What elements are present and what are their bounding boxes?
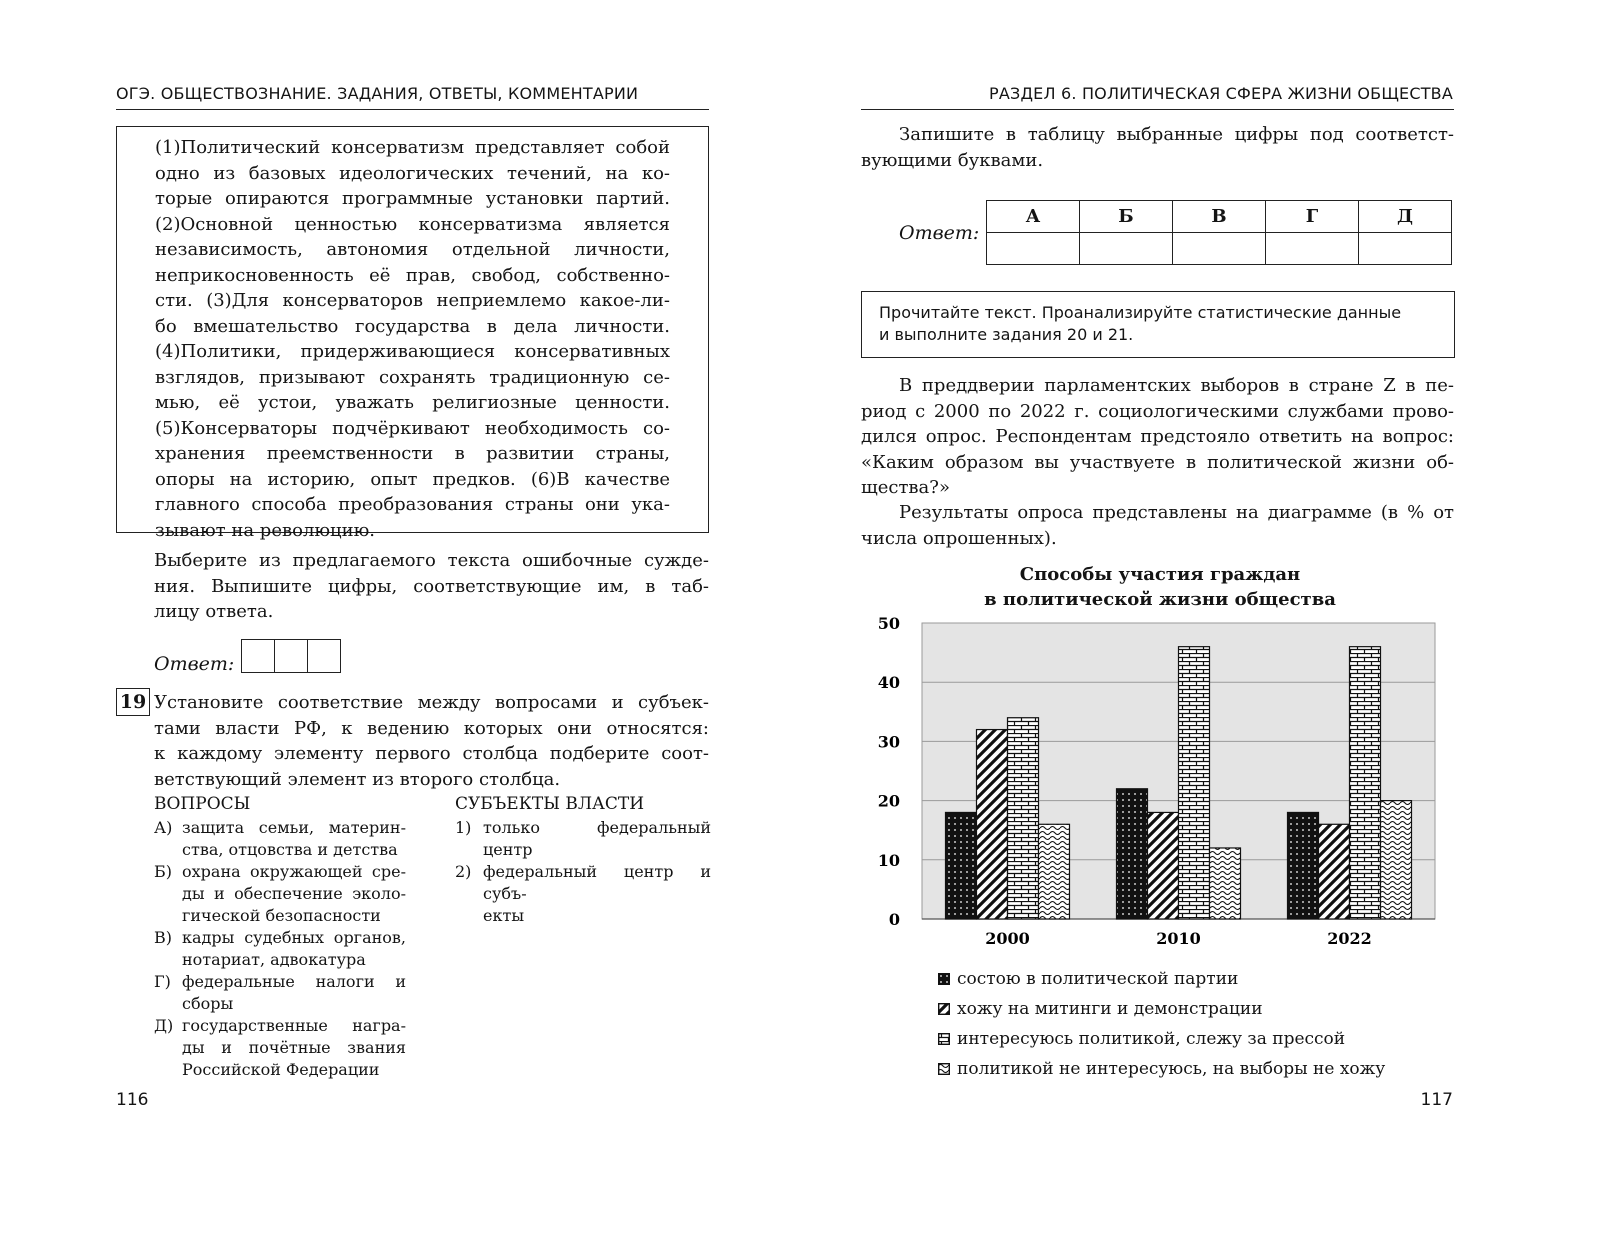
bar [1381,801,1412,919]
left-running-head: ОГЭ. ОБЩЕСТВОЗНАНИЕ. ЗАДАНИЯ, ОТВЕТЫ, КОММЕНТАРИИ [116,84,639,103]
paragraph-line: В преддверии парламентских выборов в стране Z в пе- [899,375,1454,396]
task-line: тами власти РФ, к ведению которых они относятся: [154,717,709,739]
table-letter-cell: А [987,201,1080,233]
item-line: федеральные налоги и [182,972,406,991]
item-marker: Г) [154,972,171,991]
item-marker: Б) [154,862,172,881]
answer-cell[interactable] [242,640,275,672]
item-marker: 1) [455,818,472,837]
y-tick-label: 0 [888,910,900,929]
right-page-number: 117 [1420,1090,1453,1110]
bar [1179,647,1210,919]
chart-title-line: в политической жизни общества [984,589,1336,610]
table-answer-cell[interactable] [1266,233,1359,265]
table-intro [861,122,1454,173]
question-item [154,861,406,927]
intro-line: Запишите в таблицу выбранные цифры под соответст- [899,124,1454,145]
paragraph-line: числа опрошенных). [861,527,1057,549]
answer-cell[interactable] [275,640,308,672]
left-page-number: 116 [116,1090,149,1110]
item-line: кадры судебных органов, [182,928,406,947]
legend-item [938,964,1385,994]
passage-line: бо вмешательство государства в дела личности. [155,315,670,337]
question-item [154,817,406,861]
y-tick-label: 10 [877,850,900,870]
bar [1210,848,1241,919]
bar [1039,824,1070,919]
passage-line: (4)Политики, придерживающиеся консервативных [155,341,670,362]
x-tick-label: 2010 [1156,929,1201,948]
legend-item [938,994,1385,1024]
table-letter-cell: Д [1359,201,1452,233]
item-line: ды и почётные звания [182,1038,406,1057]
table-letter-cell: Г [1266,201,1359,233]
paragraph-line: риод с 2000 по 2022 г. социологическими службами прово- [861,400,1454,422]
y-tick-label: 50 [877,614,900,633]
item-line: государственные награ- [182,1016,406,1035]
table-answer-cell[interactable] [1359,233,1452,265]
instruction-box [861,291,1455,358]
passage-line: одно из базовых идеологических течений, на ко- [155,162,670,184]
bar [946,812,977,919]
bar [1350,647,1381,919]
item-marker: Д) [154,1016,174,1035]
item-line: только федеральный центр [483,818,711,859]
paragraph-line: Результаты опроса представлены на диаграмме (в % от [899,502,1454,523]
text-passage-box [116,126,709,541]
passage-line: независимость, автономия отдельной личности, [155,239,670,260]
y-tick-label: 20 [877,791,900,811]
right-page [810,0,1620,1258]
legend-label: политикой не интересуюсь, на выборы не хожу [957,1059,1386,1079]
item-line: нотариат, адвокатура [182,950,366,969]
item-marker: В) [154,928,172,947]
item-line: сборы [182,994,234,1013]
instruction-line: Прочитайте текст. Проанализируйте статистические данные [879,303,1402,322]
table-answer-cell[interactable] [1173,233,1266,265]
legend-swatch-icon [938,1003,950,1015]
questions-list [154,817,406,1081]
item-line: защита семьи, материн- [182,818,406,837]
chart-legend [938,964,1385,1084]
table-letter-cell: В [1173,201,1266,233]
passage-line: опоры на историю, опыт предков. (6)В качестве [155,468,670,490]
bar [1008,718,1039,919]
passage-line: сти. (3)Для консерваторов неприемлемо какое-ли- [155,290,670,311]
left-header-rule [116,109,709,110]
item-line: охрана окружающей сре- [182,862,406,881]
passage-line: торые опираются программные установки партий. [155,188,670,209]
bar [977,730,1008,919]
x-tick-label: 2000 [985,929,1030,948]
passage-line: хранения преемственности в развитии страны, [155,443,670,464]
task-line: Выберите из предлагаемого текста ошибочные сужде- [154,550,709,571]
right-header-rule [861,109,1454,110]
intro-line: вующими буквами. [861,149,1044,171]
answer-cell[interactable] [308,640,340,672]
task-line: ветствующий элемент из второго столбца. [154,768,561,790]
legend-item [938,1024,1385,1054]
subjects-header: СУБЪЕКТЫ ВЛАСТИ [455,794,645,814]
legend-label: хожу на митинги и демонстрации [957,999,1263,1019]
paragraph-line: «Каким образом вы участвуете в политической жизни об- [861,451,1454,473]
task-number-19: 19 [116,688,150,716]
question-item [154,971,406,1015]
item-marker: 2) [455,862,472,881]
bar [1288,812,1319,919]
item-marker: А) [154,818,173,837]
item-line: федеральный центр и субъ- [483,862,711,903]
legend-swatch-icon [938,1063,950,1075]
legend-swatch-icon [938,1033,950,1045]
chart-title-line: Способы участия граждан [1019,564,1301,585]
answer-cells-18[interactable] [241,639,341,673]
question-item [154,927,406,971]
legend-swatch-icon [938,973,950,985]
subject-item [455,817,711,861]
x-tick-label: 2022 [1327,929,1372,948]
item-line: Российской Федерации [182,1060,380,1079]
passage-line: неприкосновенность её прав, свобод, собственно- [155,264,670,286]
subjects-list [455,817,711,927]
questions-header: ВОПРОСЫ [154,794,251,814]
passage-line: (1)Политический консерватизм представляет собой [155,137,670,158]
passage-line: (2)Основной ценностью консерватизма является [155,213,670,235]
task18-instruction [154,548,709,625]
passage-line: мью, её устои, уважать религиозные ценности. [155,392,670,413]
bar-chart [850,605,1460,950]
item-line: ства, отцовства и детства [182,840,398,859]
bar [1148,812,1179,919]
answer-label-19: Ответ: [899,222,980,244]
survey-paragraph [861,373,1454,501]
legend-label: состою в политической партии [957,969,1239,989]
passage-line: взглядов, призывают сохранять традиционную се- [155,366,670,388]
item-line: ды и обеспечение эколо- [182,884,406,903]
instruction-line: и выполните задания 20 и 21. [879,325,1134,344]
item-line: екты [483,906,525,925]
results-paragraph [861,500,1454,551]
item-line: гической безопасности [182,906,381,925]
passage-line: (5)Консерваторы подчёркивают необходимость со- [155,417,670,439]
y-tick-label: 40 [877,673,900,693]
subject-item [455,861,711,927]
right-running-head: РАЗДЕЛ 6. ПОЛИТИЧЕСКАЯ СФЕРА ЖИЗНИ ОБЩЕСТВА [989,84,1453,103]
passage-line: главного способа преобразования страны они ука- [155,494,670,515]
bar [1117,789,1148,919]
paragraph-line: щества?» [861,477,950,498]
question-item [154,1015,406,1081]
task-line: ния. Выпишите цифры, соответствующие им, в таб- [154,575,709,597]
answer-label-18: Ответ: [154,653,235,675]
legend-label: интересуюсь политикой, слежу за прессой [957,1029,1346,1049]
answer-table-19 [986,200,1452,265]
task19-instruction [154,690,709,792]
task-line: к каждому элементу первого столбца подберите соот- [154,743,709,764]
table-answer-cell[interactable] [987,233,1080,265]
table-letter-cell: Б [1080,201,1173,233]
table-answer-cell[interactable] [1080,233,1173,265]
bar [1319,824,1350,919]
task-line: лицу ответа. [154,601,274,622]
legend-item [938,1054,1385,1084]
paragraph-line: дился опрос. Респондентам предстояло ответить на вопрос: [861,426,1454,447]
y-tick-label: 30 [877,732,900,752]
passage-line: зывают на революцию. [155,519,376,541]
task-line: Установите соответствие между вопросами и субъек- [154,692,709,713]
passage-lines [155,135,670,543]
